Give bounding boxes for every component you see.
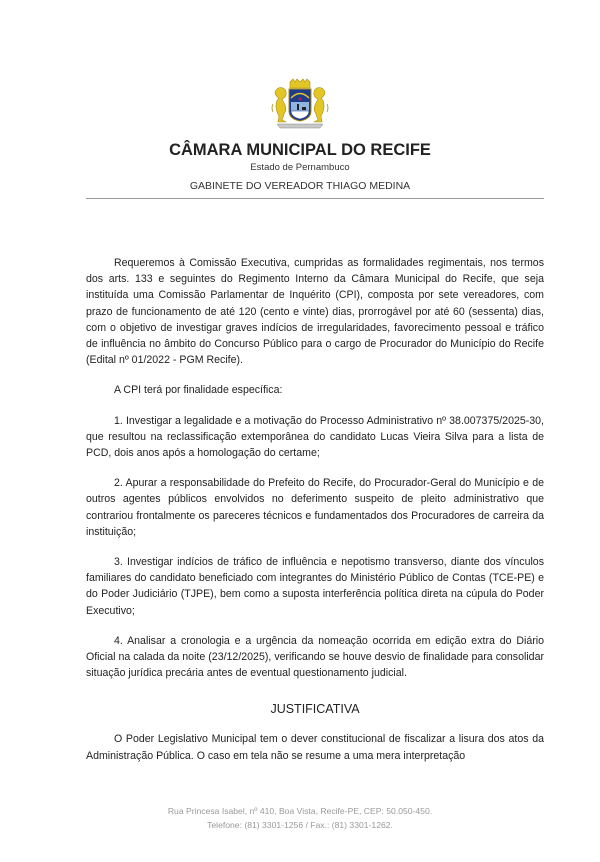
document-body (86, 255, 544, 764)
purpose-lead-paragraph (86, 382, 544, 398)
list-item (86, 413, 544, 462)
list-item (86, 554, 544, 619)
intro-text: Requeremos à Comissão Executiva, cumpridas as formalidades regimentais, nos termos dos arts. 133 e seguintes do Regimento Interno da Câmara Municipal do Recife, que seja instituída uma Comissão Parlamentar de Inquérito (CPI), composta por sete vereadores, com prazo de funcionamento de até 120 (cento e vinte) dias, prorrogável por até 60 (sessenta) dias, com o objetivo de investigar graves indícios de irregularidades, favorecimento pessoal e tráfico de influência no âmbito do Concurso Público para o cargo de Procurador do Município do Recife (Edital nº 01/2022 - PGM Recife). (86, 257, 544, 367)
list-item-text: 3. Investigar indícios de tráfico de influência e nepotismo transverso, diante dos vínculos familiares do candidato beneficiado com integrantes do Ministério Público de Contas (TCE-PE) e do Poder Judiciário (TJPE), bem como a suposta interferência política direta na cúpula do Poder Executivo; (86, 556, 544, 617)
intro-paragraph (86, 255, 544, 368)
list-item (86, 633, 544, 682)
footer-phone: Telefone: (81) 3301-1256 / Fax.: (81) 3301-1262. (207, 819, 393, 830)
purpose-lead-text: A CPI terá por finalidade específica: (114, 384, 283, 397)
justification-text: O Poder Legislativo Municipal tem o dever constitucional de fiscalizar a lisura dos atos da Administração Pública. O caso em tela não se resume a uma mera interpretação (86, 733, 544, 762)
list-item (86, 475, 544, 540)
footer-address: Rua Princesa Isabel, nº 410, Boa Vista, Recife-PE, CEP: 50.050-450. (167, 805, 433, 816)
list-item-text: 4. Analisar a cronologia e a urgência da nomeação ocorrida em edição extra do Diário Oficial na calada da noite (23/12/2025), verificando se houve desvio de finalidade para consolidar situação jurídica precária antes de eventual questionamento judicial. (86, 634, 544, 680)
section-heading: JUSTIFICATIVA (270, 702, 360, 717)
coat-of-arms-icon (271, 78, 329, 132)
institution-name: CÂMARA MUNICIPAL DO RECIFE (169, 141, 431, 159)
justification-paragraph (86, 731, 544, 763)
list-item-text: 2. Apurar a responsabilidade do Prefeito do Recife, do Procurador-Geral do Município e de outros agentes públicos envolvidos no deferimento suspeito de pleito administrativo que contrariou frontalmente os pareceres técnicos e fundamentados dos Procuradores de carreira da instituição; (86, 477, 544, 538)
page-footer (0, 804, 600, 862)
office-name: GABINETE DO VEREADOR THIAGO MEDINA (189, 180, 411, 192)
crest-container (0, 78, 600, 134)
state-name: Estado de Pernambuco (250, 162, 350, 173)
list-item-text: 1. Investigar a legalidade e a motivação do Processo Administrativo nº 38.007375/2025-30, que resultou na reclassificação extemporânea do candidato Lucas Vieira Silva para a lista de PCD, dois anos após a homologação do certame; (86, 414, 544, 460)
header-divider (86, 198, 544, 199)
